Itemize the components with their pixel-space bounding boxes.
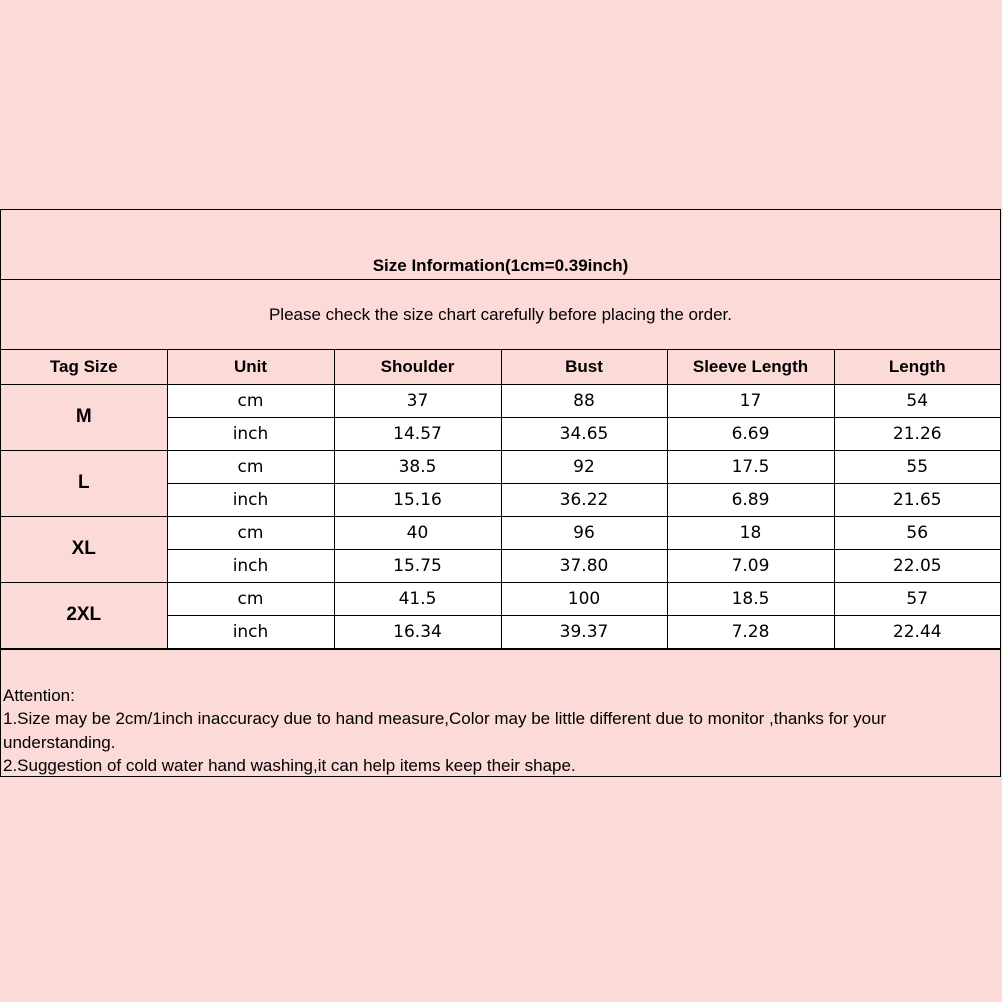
- tag-size-cell: XL: [1, 516, 167, 582]
- column-header-sleeve-length: Sleeve Length: [667, 350, 834, 384]
- sleeve-length-cell: 7.09: [667, 549, 834, 582]
- notice-row: [1, 280, 1000, 350]
- table-row: [1, 450, 1000, 483]
- attention-notes: [1, 649, 1000, 777]
- column-header-tag-size: Tag Size: [1, 350, 167, 384]
- title-row: [1, 210, 1000, 280]
- length-cell: 21.65: [834, 483, 1000, 516]
- length-cell: 54: [834, 384, 1000, 417]
- sleeve-length-cell: 18: [667, 516, 834, 549]
- tag-size-cell: L: [1, 450, 167, 516]
- bust-cell: 88: [501, 384, 667, 417]
- unit-cell: inch: [167, 417, 334, 450]
- sleeve-length-cell: 6.69: [667, 417, 834, 450]
- column-header-shoulder: Shoulder: [334, 350, 501, 384]
- table-row: [1, 516, 1000, 549]
- sleeve-length-cell: 18.5: [667, 582, 834, 615]
- unit-cell: inch: [167, 483, 334, 516]
- unit-cell: cm: [167, 384, 334, 417]
- sleeve-length-cell: 17: [667, 384, 834, 417]
- sleeve-length-cell: 17.5: [667, 450, 834, 483]
- unit-cell: cm: [167, 516, 334, 549]
- note-item: 1.Size may be 2cm/1inch inaccuracy due to hand measure,Color may be little different due to monitor ,thanks for your understanding.: [3, 709, 887, 752]
- shoulder-cell: 38.5: [334, 450, 501, 483]
- length-cell: 22.05: [834, 549, 1000, 582]
- table-row: [1, 582, 1000, 615]
- length-cell: 22.44: [834, 615, 1000, 648]
- header-row: [1, 350, 1000, 384]
- notes-heading: Attention:: [3, 685, 75, 705]
- table-row: [1, 384, 1000, 417]
- note-item: 2.Suggestion of cold water hand washing,it can help items keep their shape.: [3, 756, 576, 775]
- column-header-unit: Unit: [167, 350, 334, 384]
- length-cell: 57: [834, 582, 1000, 615]
- shoulder-cell: 14.57: [334, 417, 501, 450]
- bust-cell: 39.37: [501, 615, 667, 648]
- tag-size-cell: 2XL: [1, 582, 167, 648]
- shoulder-cell: 15.75: [334, 549, 501, 582]
- shoulder-cell: 40: [334, 516, 501, 549]
- unit-cell: inch: [167, 615, 334, 648]
- shoulder-cell: 37: [334, 384, 501, 417]
- bust-cell: 37.80: [501, 549, 667, 582]
- tag-size-cell: M: [1, 384, 167, 450]
- bust-cell: 100: [501, 582, 667, 615]
- column-header-length: Length: [834, 350, 1000, 384]
- length-cell: 55: [834, 450, 1000, 483]
- size-chart-sheet: [0, 209, 1001, 777]
- length-cell: 56: [834, 516, 1000, 549]
- shoulder-cell: 41.5: [334, 582, 501, 615]
- bust-cell: 34.65: [501, 417, 667, 450]
- sleeve-length-cell: 6.89: [667, 483, 834, 516]
- chart-title: Size Information(1cm=0.39inch): [372, 256, 629, 275]
- shoulder-cell: 15.16: [334, 483, 501, 516]
- shoulder-cell: 16.34: [334, 615, 501, 648]
- column-header-bust: Bust: [501, 350, 667, 384]
- bust-cell: 92: [501, 450, 667, 483]
- size-table: [1, 350, 1000, 649]
- unit-cell: cm: [167, 582, 334, 615]
- length-cell: 21.26: [834, 417, 1000, 450]
- notice-text: Please check the size chart carefully before placing the order.: [268, 304, 733, 324]
- bust-cell: 96: [501, 516, 667, 549]
- unit-cell: inch: [167, 549, 334, 582]
- unit-cell: cm: [167, 450, 334, 483]
- sleeve-length-cell: 7.28: [667, 615, 834, 648]
- bust-cell: 36.22: [501, 483, 667, 516]
